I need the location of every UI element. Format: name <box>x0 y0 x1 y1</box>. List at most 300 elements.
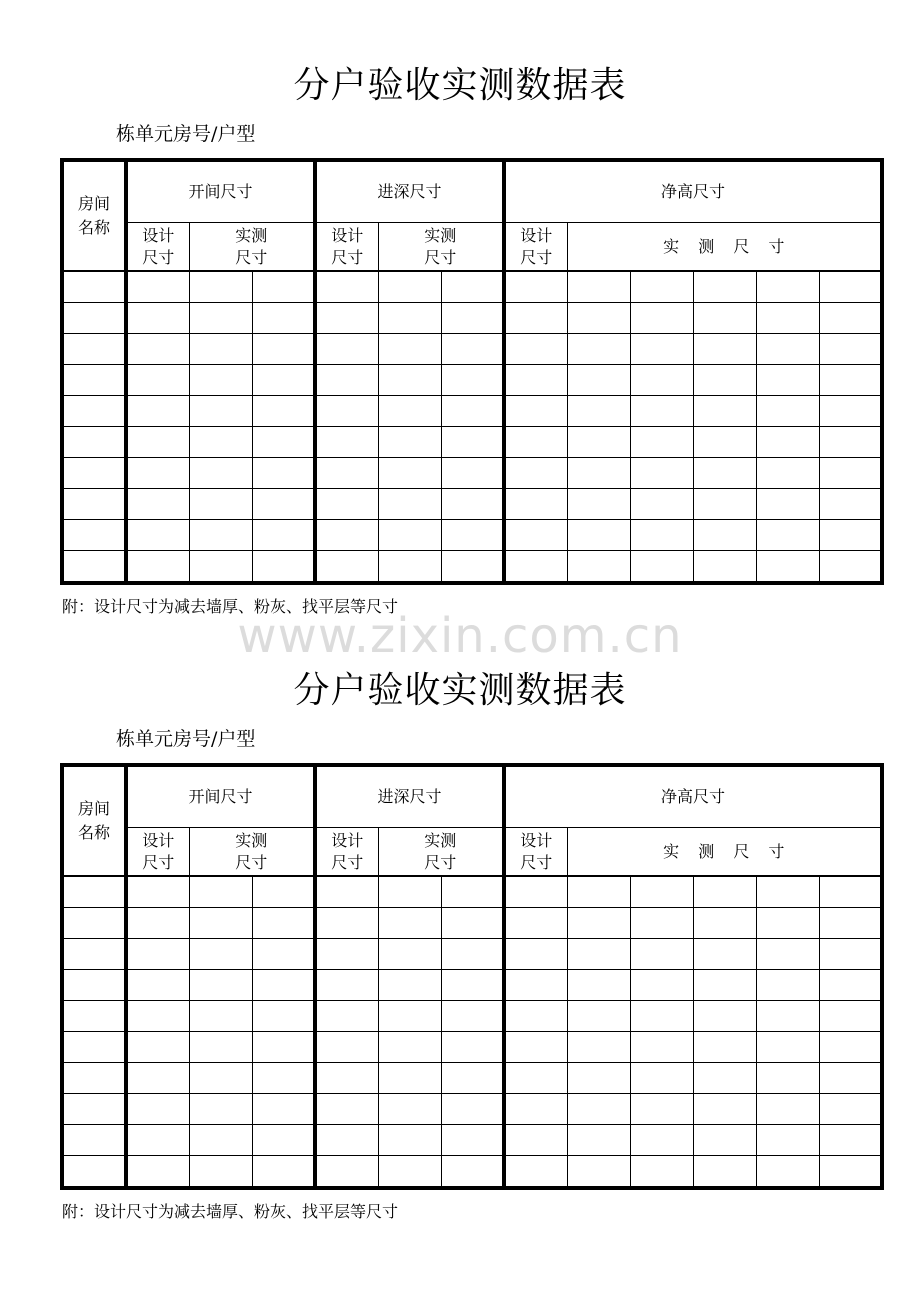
table-cell[interactable] <box>819 1125 882 1156</box>
table-cell[interactable] <box>189 334 252 365</box>
table-cell[interactable] <box>567 489 630 520</box>
table-cell[interactable] <box>62 458 126 489</box>
table-cell[interactable] <box>189 970 252 1001</box>
table-row <box>62 1156 882 1189</box>
table-cell[interactable] <box>189 1001 252 1032</box>
table-cell[interactable] <box>441 1063 504 1094</box>
table-cell[interactable] <box>567 908 630 939</box>
table-cell[interactable] <box>819 1032 882 1063</box>
table-cell[interactable] <box>819 396 882 427</box>
table-cell[interactable] <box>693 334 756 365</box>
table-cell[interactable] <box>189 1156 252 1189</box>
table-cell[interactable] <box>567 427 630 458</box>
table-cell[interactable] <box>62 334 126 365</box>
page-title: 分户验收实测数据表 <box>293 65 627 106</box>
table-cell[interactable] <box>189 1094 252 1125</box>
table-cell[interactable] <box>693 396 756 427</box>
table-cell[interactable] <box>693 520 756 551</box>
table-cell[interactable] <box>62 396 126 427</box>
table-cell[interactable] <box>378 1063 441 1094</box>
table-cell[interactable] <box>819 1001 882 1032</box>
table-cell[interactable] <box>62 876 126 908</box>
table-cell[interactable] <box>189 303 252 334</box>
table-cell[interactable] <box>630 396 693 427</box>
table-cell[interactable] <box>189 1125 252 1156</box>
table-cell[interactable] <box>252 908 315 939</box>
table-row <box>62 970 882 1001</box>
table-cell[interactable] <box>441 1094 504 1125</box>
table-cell[interactable] <box>693 908 756 939</box>
footnote: 附：设计尺寸为减去墙厚、粉灰、找平层等尺寸 <box>62 597 399 616</box>
table-cell[interactable] <box>315 396 378 427</box>
table-cell[interactable] <box>441 551 504 584</box>
table-cell[interactable] <box>756 1001 819 1032</box>
table-cell[interactable] <box>315 334 378 365</box>
table-cell[interactable] <box>630 458 693 489</box>
table-cell[interactable] <box>189 489 252 520</box>
table-cell[interactable] <box>693 1063 756 1094</box>
unit-info-label: 栋单元房号/户型 <box>116 123 256 145</box>
table-cell[interactable] <box>756 1156 819 1189</box>
table-cell[interactable] <box>504 520 567 551</box>
table-cell[interactable] <box>567 876 630 908</box>
table-cell[interactable] <box>693 458 756 489</box>
table-cell[interactable] <box>315 908 378 939</box>
form-sheet-1 <box>0 0 920 616</box>
table-cell[interactable] <box>693 1156 756 1189</box>
data-rows <box>62 876 882 1188</box>
table-cell[interactable] <box>62 551 126 584</box>
table-cell[interactable] <box>441 396 504 427</box>
table-cell[interactable] <box>62 303 126 334</box>
table-cell[interactable] <box>693 1125 756 1156</box>
table-cell[interactable] <box>126 334 189 365</box>
table-cell[interactable] <box>504 334 567 365</box>
table-cell[interactable] <box>756 303 819 334</box>
table-cell[interactable] <box>756 1094 819 1125</box>
table-row <box>62 551 882 584</box>
table-cell[interactable] <box>62 908 126 939</box>
table-cell[interactable] <box>126 427 189 458</box>
table-cell[interactable] <box>630 970 693 1001</box>
table-cell[interactable] <box>62 520 126 551</box>
table-cell[interactable] <box>252 1125 315 1156</box>
table-cell[interactable] <box>189 876 252 908</box>
table-cell[interactable] <box>315 427 378 458</box>
table-cell[interactable] <box>756 396 819 427</box>
table-cell[interactable] <box>756 551 819 584</box>
table-cell[interactable] <box>630 876 693 908</box>
table-cell[interactable] <box>252 271 315 303</box>
table-cell[interactable] <box>378 365 441 396</box>
table-cell[interactable] <box>252 427 315 458</box>
table-cell[interactable] <box>189 396 252 427</box>
table-cell[interactable] <box>378 1125 441 1156</box>
table-cell[interactable] <box>567 939 630 970</box>
table-row <box>62 271 882 303</box>
table-cell[interactable] <box>819 489 882 520</box>
table-cell[interactable] <box>756 427 819 458</box>
table-cell[interactable] <box>62 1032 126 1063</box>
table-cell[interactable] <box>630 1156 693 1189</box>
table-cell[interactable] <box>693 271 756 303</box>
height-design-size-header: 设计尺寸 <box>504 223 567 272</box>
table-cell[interactable] <box>630 271 693 303</box>
table-cell[interactable] <box>62 365 126 396</box>
table-cell[interactable] <box>62 1094 126 1125</box>
table-cell[interactable] <box>567 551 630 584</box>
table-cell[interactable] <box>126 1032 189 1063</box>
table-row <box>62 1063 882 1094</box>
table-cell[interactable] <box>504 551 567 584</box>
table-cell[interactable] <box>378 876 441 908</box>
table-cell[interactable] <box>630 489 693 520</box>
table-cell[interactable] <box>252 1032 315 1063</box>
table-cell[interactable] <box>504 1094 567 1125</box>
table-cell[interactable] <box>567 1094 630 1125</box>
table-cell[interactable] <box>378 970 441 1001</box>
table-cell[interactable] <box>189 551 252 584</box>
table-cell[interactable] <box>756 489 819 520</box>
table-cell[interactable] <box>441 303 504 334</box>
table-cell[interactable] <box>630 1094 693 1125</box>
depth-header: 进深尺寸 <box>315 765 504 828</box>
table-cell[interactable] <box>378 1001 441 1032</box>
table-cell[interactable] <box>567 396 630 427</box>
table-cell[interactable] <box>630 1032 693 1063</box>
table-cell[interactable] <box>126 876 189 908</box>
table-cell[interactable] <box>62 489 126 520</box>
table-cell[interactable] <box>819 520 882 551</box>
table-cell[interactable] <box>189 365 252 396</box>
table-cell[interactable] <box>126 908 189 939</box>
table-row <box>62 1001 882 1032</box>
table-cell[interactable] <box>252 458 315 489</box>
table-cell[interactable] <box>819 365 882 396</box>
width-measured-size-header: 实测尺寸 <box>189 828 315 877</box>
width-design-size-header: 设计尺寸 <box>126 223 189 272</box>
table-cell[interactable] <box>693 1001 756 1032</box>
table-cell[interactable] <box>189 939 252 970</box>
table-cell[interactable] <box>567 1156 630 1189</box>
table-cell[interactable] <box>441 970 504 1001</box>
table-cell[interactable] <box>504 427 567 458</box>
table-cell[interactable] <box>126 1156 189 1189</box>
table-cell[interactable] <box>567 334 630 365</box>
table-cell[interactable] <box>693 1032 756 1063</box>
table-cell[interactable] <box>378 1094 441 1125</box>
table-cell[interactable] <box>252 396 315 427</box>
table-cell[interactable] <box>315 489 378 520</box>
table-row <box>62 489 882 520</box>
table-cell[interactable] <box>126 551 189 584</box>
table-row <box>62 365 882 396</box>
table-cell[interactable] <box>315 1094 378 1125</box>
height-header: 净高尺寸 <box>504 765 882 828</box>
table-cell[interactable] <box>378 489 441 520</box>
table-row <box>62 303 882 334</box>
table-cell[interactable] <box>693 365 756 396</box>
table-cell[interactable] <box>378 334 441 365</box>
table-cell[interactable] <box>315 303 378 334</box>
table-cell[interactable] <box>315 520 378 551</box>
table-cell[interactable] <box>630 334 693 365</box>
table-cell[interactable] <box>441 489 504 520</box>
table-cell[interactable] <box>819 458 882 489</box>
table-cell[interactable] <box>378 1156 441 1189</box>
depth-header: 进深尺寸 <box>315 160 504 223</box>
table-cell[interactable] <box>126 520 189 551</box>
table-cell[interactable] <box>441 458 504 489</box>
table-cell[interactable] <box>756 334 819 365</box>
table-cell[interactable] <box>126 1125 189 1156</box>
table-cell[interactable] <box>567 1032 630 1063</box>
table-cell[interactable] <box>441 1032 504 1063</box>
table-cell[interactable] <box>693 427 756 458</box>
table-cell[interactable] <box>62 939 126 970</box>
table-cell[interactable] <box>378 1032 441 1063</box>
table-cell[interactable] <box>315 1156 378 1189</box>
table-cell[interactable] <box>252 520 315 551</box>
table-cell[interactable] <box>819 1094 882 1125</box>
table-cell[interactable] <box>819 271 882 303</box>
table-cell[interactable] <box>819 1063 882 1094</box>
height-design-size-header: 设计尺寸 <box>504 828 567 877</box>
table-cell[interactable] <box>252 334 315 365</box>
table-cell[interactable] <box>252 1063 315 1094</box>
measurement-table <box>60 763 884 1190</box>
table-cell[interactable] <box>189 458 252 489</box>
table-cell[interactable] <box>126 365 189 396</box>
table-cell[interactable] <box>693 551 756 584</box>
table-cell[interactable] <box>630 520 693 551</box>
table-cell[interactable] <box>315 551 378 584</box>
table-cell[interactable] <box>504 1063 567 1094</box>
table-cell[interactable] <box>819 970 882 1001</box>
table-cell[interactable] <box>504 908 567 939</box>
table-cell[interactable] <box>567 970 630 1001</box>
table-cell[interactable] <box>441 271 504 303</box>
table-cell[interactable] <box>378 427 441 458</box>
table-cell[interactable] <box>756 1063 819 1094</box>
table-cell[interactable] <box>567 365 630 396</box>
table-cell[interactable] <box>630 365 693 396</box>
table-cell[interactable] <box>252 1001 315 1032</box>
table-cell[interactable] <box>567 1125 630 1156</box>
table-row <box>62 1125 882 1156</box>
table-cell[interactable] <box>378 396 441 427</box>
table-cell[interactable] <box>441 876 504 908</box>
table-cell[interactable] <box>378 908 441 939</box>
table-cell[interactable] <box>126 939 189 970</box>
table-cell[interactable] <box>189 908 252 939</box>
table-cell[interactable] <box>378 551 441 584</box>
table-cell[interactable] <box>126 970 189 1001</box>
width-header: 开间尺寸 <box>126 160 315 223</box>
table-cell[interactable] <box>504 458 567 489</box>
table-cell[interactable] <box>441 1125 504 1156</box>
table-cell[interactable] <box>441 908 504 939</box>
table-cell[interactable] <box>693 939 756 970</box>
table-cell[interactable] <box>62 1063 126 1094</box>
table-cell[interactable] <box>819 334 882 365</box>
table-cell[interactable] <box>62 427 126 458</box>
table-cell[interactable] <box>567 458 630 489</box>
table-cell[interactable] <box>567 303 630 334</box>
table-cell[interactable] <box>504 939 567 970</box>
table-cell[interactable] <box>504 489 567 520</box>
table-cell[interactable] <box>189 520 252 551</box>
table-row <box>62 396 882 427</box>
table-cell[interactable] <box>62 970 126 1001</box>
table-cell[interactable] <box>315 939 378 970</box>
table-cell[interactable] <box>819 876 882 908</box>
table-cell[interactable] <box>630 1063 693 1094</box>
table-cell[interactable] <box>693 876 756 908</box>
table-cell[interactable] <box>378 520 441 551</box>
measurement-table <box>60 158 884 585</box>
table-cell[interactable] <box>819 908 882 939</box>
table-cell[interactable] <box>630 551 693 584</box>
table-row <box>62 427 882 458</box>
table-cell[interactable] <box>819 427 882 458</box>
table-cell[interactable] <box>756 1032 819 1063</box>
height-measured-size-header: 实 测 尺 寸 <box>567 223 882 272</box>
table-cell[interactable] <box>630 908 693 939</box>
table-cell[interactable] <box>756 970 819 1001</box>
table-cell[interactable] <box>504 396 567 427</box>
table-cell[interactable] <box>378 458 441 489</box>
table-cell[interactable] <box>756 939 819 970</box>
table-cell[interactable] <box>819 303 882 334</box>
table-cell[interactable] <box>189 1032 252 1063</box>
table-cell[interactable] <box>567 1063 630 1094</box>
table-cell[interactable] <box>315 271 378 303</box>
room-name-header: 房间名称 <box>62 765 126 876</box>
table-cell[interactable] <box>441 1156 504 1189</box>
table-cell[interactable] <box>252 939 315 970</box>
table-cell[interactable] <box>315 458 378 489</box>
table-cell[interactable] <box>630 427 693 458</box>
table-cell[interactable] <box>819 551 882 584</box>
table-cell[interactable] <box>315 365 378 396</box>
watermark: www.zixin.com.cn <box>237 608 683 664</box>
table-cell[interactable] <box>567 520 630 551</box>
table-cell[interactable] <box>315 1125 378 1156</box>
table-cell[interactable] <box>504 1032 567 1063</box>
table-cell[interactable] <box>189 1063 252 1094</box>
table-cell[interactable] <box>126 303 189 334</box>
table-cell[interactable] <box>378 939 441 970</box>
depth-design-size-header: 设计尺寸 <box>315 828 378 877</box>
table-cell[interactable] <box>441 427 504 458</box>
table-row <box>62 876 882 908</box>
table-cell[interactable] <box>315 1032 378 1063</box>
table-cell[interactable] <box>504 970 567 1001</box>
table-cell[interactable] <box>252 1094 315 1125</box>
table-cell[interactable] <box>756 458 819 489</box>
table-cell[interactable] <box>630 303 693 334</box>
table-cell[interactable] <box>756 908 819 939</box>
table-cell[interactable] <box>630 939 693 970</box>
table-cell[interactable] <box>693 1094 756 1125</box>
table-cell[interactable] <box>567 1001 630 1032</box>
table-cell[interactable] <box>252 551 315 584</box>
table-cell[interactable] <box>819 939 882 970</box>
table-cell[interactable] <box>756 876 819 908</box>
table-cell[interactable] <box>630 1125 693 1156</box>
table-cell[interactable] <box>62 271 126 303</box>
table-cell[interactable] <box>441 365 504 396</box>
table-cell[interactable] <box>504 1156 567 1189</box>
table-cell[interactable] <box>252 970 315 1001</box>
page-title: 分户验收实测数据表 <box>293 670 627 711</box>
table-cell[interactable] <box>252 876 315 908</box>
table-cell[interactable] <box>441 520 504 551</box>
table-cell[interactable] <box>315 876 378 908</box>
table-cell[interactable] <box>378 271 441 303</box>
table-cell[interactable] <box>126 396 189 427</box>
table-cell[interactable] <box>126 458 189 489</box>
table-cell[interactable] <box>252 489 315 520</box>
table-cell[interactable] <box>189 271 252 303</box>
table-cell[interactable] <box>504 271 567 303</box>
table-cell[interactable] <box>756 520 819 551</box>
table-cell[interactable] <box>504 1125 567 1156</box>
table-cell[interactable] <box>504 1001 567 1032</box>
table-cell[interactable] <box>62 1001 126 1032</box>
table-cell[interactable] <box>504 303 567 334</box>
table-cell[interactable] <box>315 970 378 1001</box>
table-cell[interactable] <box>126 271 189 303</box>
table-cell[interactable] <box>504 365 567 396</box>
table-cell[interactable] <box>630 1001 693 1032</box>
table-cell[interactable] <box>126 1063 189 1094</box>
table-cell[interactable] <box>252 303 315 334</box>
table-cell[interactable] <box>189 427 252 458</box>
table-cell[interactable] <box>756 365 819 396</box>
table-cell[interactable] <box>693 489 756 520</box>
table-cell[interactable] <box>693 303 756 334</box>
table-cell[interactable] <box>62 1125 126 1156</box>
table-cell[interactable] <box>315 1001 378 1032</box>
table-cell[interactable] <box>819 1156 882 1189</box>
table-cell[interactable] <box>693 970 756 1001</box>
table-cell[interactable] <box>252 365 315 396</box>
height-header: 净高尺寸 <box>504 160 882 223</box>
height-measured-size-header: 实 测 尺 寸 <box>567 828 882 877</box>
table-row <box>62 520 882 551</box>
depth-measured-size-header: 实测尺寸 <box>378 828 504 877</box>
table-cell[interactable] <box>126 1094 189 1125</box>
table-cell[interactable] <box>315 1063 378 1094</box>
table-row <box>62 1094 882 1125</box>
table-cell[interactable] <box>252 1156 315 1189</box>
table-cell[interactable] <box>756 271 819 303</box>
table-cell[interactable] <box>441 1001 504 1032</box>
table-cell[interactable] <box>567 271 630 303</box>
table-cell[interactable] <box>378 303 441 334</box>
table-cell[interactable] <box>504 876 567 908</box>
table-cell[interactable] <box>441 939 504 970</box>
depth-design-size-header: 设计尺寸 <box>315 223 378 272</box>
table-cell[interactable] <box>126 489 189 520</box>
table-cell[interactable] <box>126 1001 189 1032</box>
form-sheet-2 <box>0 605 920 1221</box>
table-cell[interactable] <box>756 1125 819 1156</box>
table-cell[interactable] <box>62 1156 126 1189</box>
table-cell[interactable] <box>441 334 504 365</box>
